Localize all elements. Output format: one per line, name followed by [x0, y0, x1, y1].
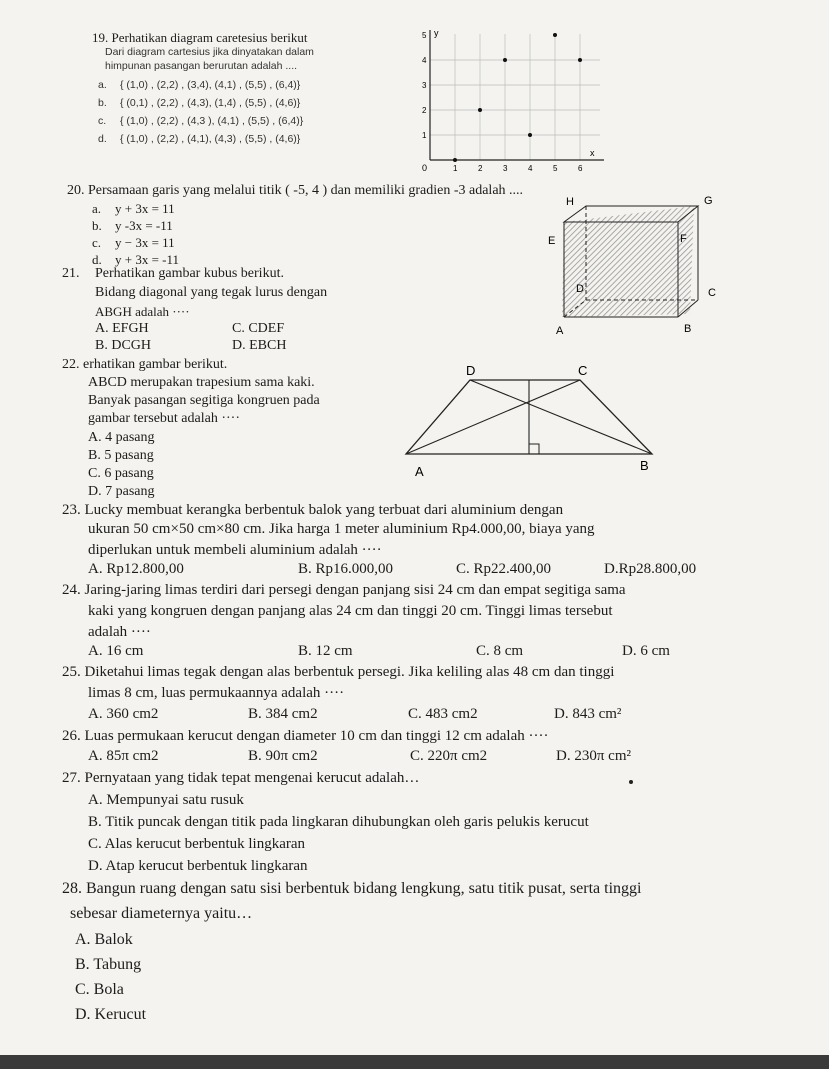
q24-opt-a: A. 16 cm: [88, 643, 144, 659]
q21-line3: ABGH adalah ····: [95, 304, 190, 319]
q23-line3: diperlukan untuk membeli aluminium adalah ····: [88, 542, 382, 558]
q22-line2: ABCD merupakan trapesium sama kaki.: [88, 375, 315, 390]
q24-line1: 24. Jaring-jaring limas terdiri dari persegi dengan panjang sisi 24 cm dan empat segitiga sama: [62, 582, 626, 598]
q22-opt-c: C. 6 pasang: [88, 466, 154, 481]
q27-opt-a: A. Mempunyai satu rusuk: [88, 792, 244, 808]
q28-opt-c: C. Bola: [75, 981, 124, 998]
q27-opt-b: B. Titik puncak dengan titik pada lingkaran dihubungkan oleh garis pelukis kerucut: [88, 814, 589, 830]
q22-opt-d: D. 7 pasang: [88, 484, 155, 499]
cube-label-f: F: [680, 233, 687, 245]
trap-label-b: B: [640, 458, 649, 473]
q19-line3: himpunan pasangan berurutan adalah ....: [105, 60, 298, 72]
q22-line4: gambar tersebut adalah ····: [88, 411, 240, 426]
q20-title: 20. Persamaan garis yang melalui titik ( -5, 4 ) dan memiliki gradien -3 adalah ....: [67, 183, 524, 198]
q28-opt-a: A. Balok: [75, 931, 133, 948]
q19-opt-d: { (1,0) , (2,2) , (4,1), (4,3) , (5,5) , (4,6)}: [120, 133, 301, 145]
y-tick: 2: [422, 106, 427, 115]
q21-opt-b: B. DCGH: [95, 338, 152, 353]
q23-line1: 23. Lucky membuat kerangka berbentuk balok yang terbuat dari aluminium dengan: [62, 502, 564, 518]
q28-opt-b: B. Tabung: [75, 956, 142, 973]
q27-opt-d: D. Atap kerucut berbentuk lingkaran: [88, 858, 308, 874]
plot-point: [453, 158, 457, 162]
q20-opt-a: y + 3x = 11: [115, 201, 175, 216]
q27-line1: 27. Pernyataan yang tidak tepat mengenai kerucut adalah…: [62, 770, 420, 786]
y-tick: 4: [422, 56, 427, 65]
q19-opt-a-key: a.: [98, 79, 107, 91]
q22-line3: Banyak pasangan segitiga kongruen pada: [88, 393, 320, 408]
q24-opt-c: C. 8 cm: [476, 643, 524, 659]
cube-figure: [540, 192, 730, 342]
q25-opt-d: D. 843 cm²: [554, 706, 622, 722]
q28-opt-d: D. Kerucut: [75, 1006, 147, 1023]
x-tick: 3: [503, 164, 508, 172]
q19-opt-a: { (1,0) , (2,2) , (3,4), (4,1) , (5,5) , (6,4)}: [120, 79, 301, 91]
q26-opt-d: D. 230π cm²: [556, 748, 631, 764]
q24-line2: kaki yang kongruen dengan panjang alas 24 cm dan tinggi 20 cm. Tinggi limas tersebut: [88, 603, 613, 619]
trap-label-d: D: [466, 363, 476, 378]
cube-label-c: C: [708, 287, 716, 299]
q26-opt-a: A. 85π cm2: [88, 748, 159, 764]
trap-label-c: C: [578, 363, 588, 378]
q23-line2: ukuran 50 cm×50 cm×80 cm. Jika harga 1 meter aluminium Rp4.000,00, biaya yang: [88, 521, 595, 537]
q24-opt-b: B. 12 cm: [298, 643, 353, 659]
q19-opt-b-key: b.: [98, 97, 107, 109]
q27-opt-c: C. Alas kerucut berbentuk lingkaran: [88, 836, 306, 852]
cube-label-b: B: [684, 323, 692, 335]
q21-line2: Bidang diagonal yang tegak lurus dengan: [95, 285, 328, 300]
q21-opt-d: D. EBCH: [232, 338, 287, 353]
q19-title: 19. Perhatikan diagram caretesius berikut: [92, 30, 308, 45]
q19-opt-d-key: d.: [98, 133, 107, 145]
x-tick: 1: [453, 164, 458, 172]
q20-opt-c: y − 3x = 11: [115, 235, 175, 250]
plotted-points: [453, 33, 582, 162]
q23-opt-c: C. Rp22.400,00: [456, 561, 552, 577]
q19-line2: Dari diagram cartesius jika dinyatakan dalam: [105, 46, 314, 58]
x-tick: 2: [478, 164, 483, 172]
cartesian-diagram: [390, 26, 610, 172]
q25-line1: 25. Diketahui limas tegak dengan alas berbentuk persegi. Jika keliling alas 48 cm dan tinggi: [62, 664, 615, 680]
q19-opt-c-key: c.: [98, 115, 107, 127]
q19-opt-b: { (0,1) , (2,2) , (4,3), (1,4) , (5,5) , (4,6)}: [120, 97, 301, 109]
bottom-edge-bar: [0, 1055, 829, 1069]
trap-label-a: A: [415, 464, 424, 479]
q22-opt-b: B. 5 pasang: [88, 448, 154, 463]
y-axis-label: y: [434, 28, 439, 38]
q22-title: 22. erhatikan gambar berikut.: [62, 357, 228, 372]
origin-label: 0: [422, 163, 428, 172]
q20-opt-d-key: d.: [92, 252, 102, 267]
q23-opt-b: B. Rp16.000,00: [298, 561, 394, 577]
q20-opt-c-key: c.: [92, 235, 102, 250]
x-tick: 4: [528, 164, 533, 172]
stray-dot: [629, 780, 633, 784]
q21-num: 21.: [62, 266, 80, 281]
plot-point: [478, 108, 482, 112]
q21-opt-a: A. EFGH: [95, 321, 149, 336]
q25-line2: limas 8 cm, luas permukaannya adalah ····: [88, 685, 345, 701]
x-tick: 5: [553, 164, 558, 172]
q20-opt-b-key: b.: [92, 218, 102, 233]
q26-line1: 26. Luas permukaan kerucut dengan diameter 10 cm dan tinggi 12 cm adalah ····: [62, 728, 549, 744]
x-tick: 6: [578, 164, 583, 172]
q25-opt-a: A. 360 cm2: [88, 706, 159, 722]
plot-point: [578, 58, 582, 62]
q21-line1: Perhatikan gambar kubus berikut.: [95, 266, 284, 281]
cube-label-a: A: [556, 325, 564, 337]
plot-point: [528, 133, 532, 137]
q28-line1: 28. Bangun ruang dengan satu sisi berbentuk bidang lengkung, satu titik pusat, serta tinggi: [62, 880, 642, 897]
cube-label-g: G: [704, 195, 713, 207]
q25-opt-c: C. 483 cm2: [408, 706, 478, 722]
q23-opt-a: A. Rp12.800,00: [88, 561, 184, 577]
q25-opt-b: B. 384 cm2: [248, 706, 318, 722]
q26-opt-b: B. 90π cm2: [248, 748, 318, 764]
y-tick: 3: [422, 81, 427, 90]
plot-point: [553, 33, 557, 37]
q20-opt-b: y -3x = -11: [115, 218, 173, 233]
plot-point: [503, 58, 507, 62]
y-tick: 1: [422, 131, 427, 140]
cube-label-h: H: [566, 196, 574, 208]
trapezoid-figure: [400, 362, 670, 482]
x-axis-label: x: [590, 148, 595, 158]
q21-opt-c: C. CDEF: [232, 321, 285, 336]
cube-label-d: D: [576, 283, 584, 295]
q24-line3: adalah ····: [88, 624, 151, 640]
q19-opt-c: { (1,0) , (2,2) , (4,3 ), (4,1) , (5,5) , (6,4)}: [120, 115, 304, 127]
cube-label-e: E: [548, 235, 556, 247]
grid-lines: [430, 34, 600, 160]
q20-opt-a-key: a.: [92, 201, 102, 216]
q20-opt-d: y + 3x = -11: [115, 252, 180, 267]
y-tick: 5: [422, 31, 427, 40]
q26-opt-c: C. 220π cm2: [410, 748, 488, 764]
q28-line2: sebesar diameternya yaitu…: [70, 905, 253, 922]
q24-opt-d: D. 6 cm: [622, 643, 670, 659]
q22-opt-a: A. 4 pasang: [88, 430, 155, 445]
q23-opt-d: D.Rp28.800,00: [604, 561, 697, 577]
